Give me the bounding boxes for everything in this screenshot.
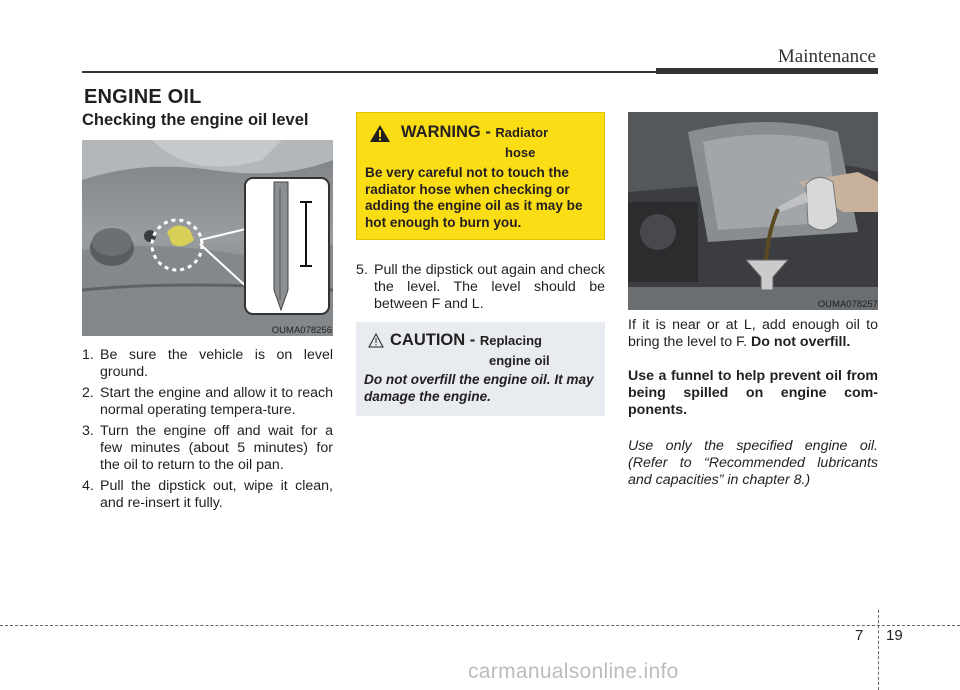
steps-list-continued [356, 262, 605, 317]
caution-box [356, 322, 605, 416]
header-rule-thick [656, 68, 878, 74]
watermark: carmanualsonline.info [468, 660, 679, 683]
warning-box [356, 112, 605, 240]
caution-triangle-icon [368, 333, 384, 348]
caution-topic: engine oil [489, 353, 550, 368]
steps-list [82, 347, 333, 516]
instruction-paragraph: If it is near or at L, add enough oil to bring the level to F. Do not overfill. [628, 317, 878, 350]
caution-text: Do not overfill the engine oil. It may damage the engine. [364, 372, 594, 404]
chapter-number: 7 [855, 627, 864, 644]
figure-code: OUMA078257 [817, 299, 878, 310]
warning-text: Be very careful not to touch the radiator hose when checking or adding the engine oil as it may be hot enough to burn you. [365, 165, 583, 230]
list-item: 5. Pull the dipstick out again and check the level. The level should be between F and L. [356, 262, 605, 312]
dipstick-figure [82, 140, 333, 336]
oil-funnel-illustration [628, 112, 878, 310]
warning-topic: hose [505, 145, 536, 160]
figure-code: OUMA078256 [271, 325, 332, 336]
footer-divider [878, 610, 879, 690]
funnel-tip: Use a funnel to help prevent oil from being spilled on engine com-ponents. [628, 368, 878, 418]
header-rule [82, 71, 656, 73]
section-title: ENGINE OIL [84, 86, 202, 108]
engine-cover-illustration [82, 140, 333, 336]
list-item: 2. Start the engine and allow it to reach normal operating tempera-ture. [82, 385, 333, 418]
list-item: 3. Turn the engine off and wait for a few minutes (about 5 minutes) for the oil to return to the oil pan. [82, 423, 333, 473]
subsection-title: Checking the engine oil level [82, 111, 309, 129]
list-item: 4. Pull the dipstick out, wipe it clean, and re-insert it fully. [82, 478, 333, 511]
oil-filling-figure [628, 112, 878, 310]
warning-triangle-icon [369, 124, 391, 143]
page-number: 19 [886, 627, 903, 644]
warning-heading: WARNING - Radiator [401, 123, 549, 141]
list-item: 1. Be sure the vehicle is on level ground. [82, 347, 333, 380]
running-header: Maintenance [777, 46, 876, 67]
caution-heading: CAUTION - Replacing [390, 331, 542, 349]
oil-spec-note: Use only the specified engine oil. (Refer to “Recommended lubricants and capacities” in chapter 8.) [628, 438, 878, 488]
footer-rule [0, 625, 960, 626]
